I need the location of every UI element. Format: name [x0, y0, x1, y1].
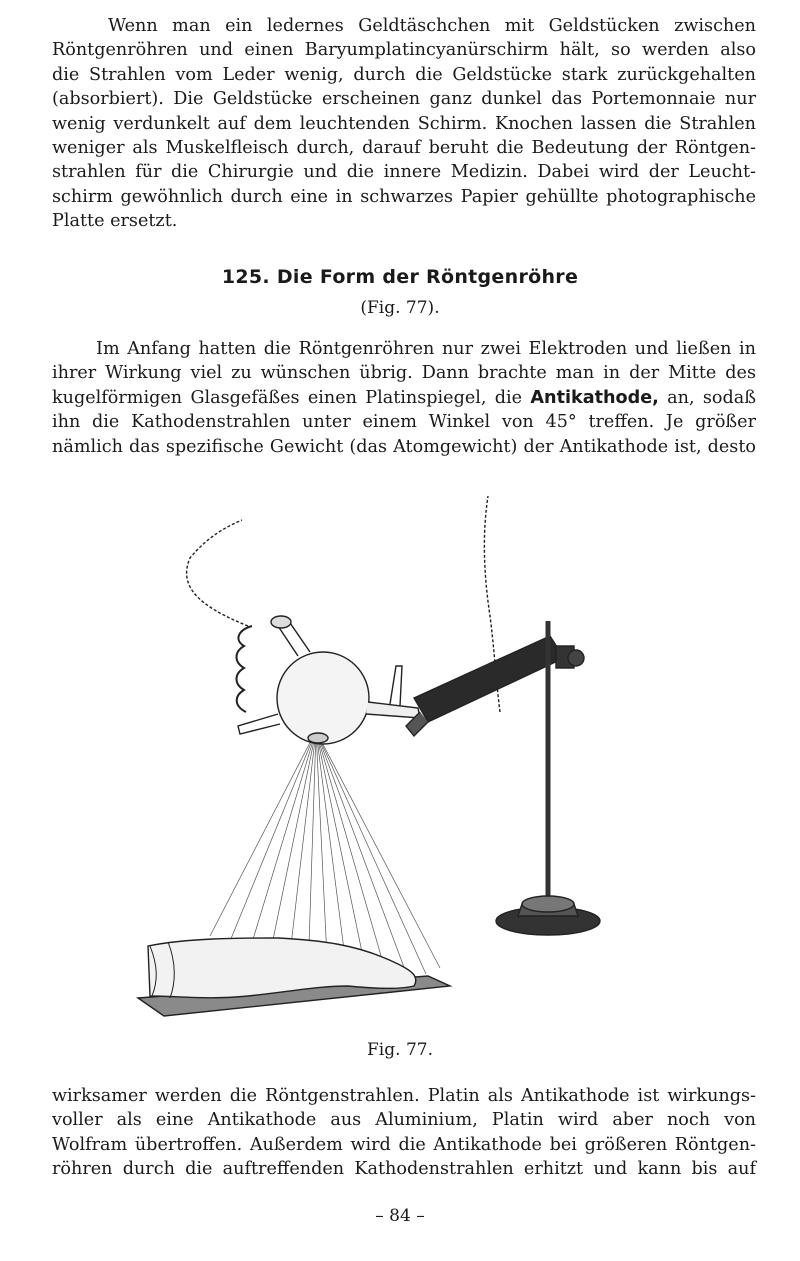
- text-line: strahlen für die Chirurgie und die innere Medizin. Dabei wird der Leucht-: [52, 162, 756, 183]
- text-line: weniger als Muskelfleisch durch, darauf beruht die Bedeutung der Röntgen-: [52, 138, 756, 159]
- text-line: Platte ersetzt.: [52, 211, 178, 232]
- text-line: wirksamer werden die Röntgenstrahlen. Platin als Antikathode ist wirkungs-: [52, 1086, 756, 1106]
- text-line: schirm gewöhnlich durch eine in schwarzes Papier gehüllte photographische: [52, 186, 756, 207]
- text-segment: an, sodaß: [658, 387, 756, 408]
- page-number: – 84 –: [375, 1206, 425, 1226]
- text-line: wenig verdunkelt auf dem leuchtenden Schirm. Knochen lassen die Strahlen: [52, 113, 756, 134]
- text-line: [52, 386, 756, 410]
- paragraph-3: [52, 1084, 756, 1182]
- text-segment: kugelförmigen Glasgefäßes einen Platinspiegel, die: [52, 387, 531, 408]
- xray-tube-illustration: [128, 476, 698, 1046]
- text-line: Wenn man ein ledernes Geldtäschchen mit Geldstücken zwischen: [108, 16, 756, 36]
- paragraph-1: [52, 14, 756, 234]
- section-subheading: (Fig. 77).: [360, 298, 440, 318]
- text-line: Röntgenröhren und einen Baryumplatincyanürschirm hält, so werden also: [52, 40, 756, 61]
- bold-term: Antikathode,: [530, 387, 659, 408]
- text-line: die Strahlen vom Leder wenig, durch die Geldstücke stark zurückgehalten: [52, 64, 756, 85]
- paragraph-2: [52, 337, 756, 459]
- text-line: nämlich das spezifische Gewicht (das Atomgewicht) der Antikathode ist, desto: [52, 436, 756, 457]
- text-line: voller als eine Antikathode aus Aluminium, Platin wird aber noch von: [52, 1110, 756, 1131]
- text-line: röhren durch die auftreffenden Kathodenstrahlen erhitzt und kann bis auf: [52, 1159, 756, 1180]
- text-line: (absorbiert). Die Geldstücke erscheinen ganz dunkel das Portemonnaie nur: [52, 89, 756, 110]
- section-heading: 125. Die Form der Röntgenröhre: [221, 266, 579, 288]
- text-line: Im Anfang hatten die Röntgenröhren nur zwei Elektroden und ließen in: [96, 339, 756, 359]
- text-line: ihrer Wirkung viel zu wünschen übrig. Dann brachte man in der Mitte des: [52, 363, 756, 384]
- text-line: Wolfram übertroffen. Außerdem wird die Antikathode bei größeren Röntgen-: [52, 1134, 756, 1155]
- text-line: ihn die Kathodenstrahlen unter einem Winkel von 45° treffen. Je größer: [52, 412, 756, 433]
- figure-caption: Fig. 77.: [367, 1040, 433, 1060]
